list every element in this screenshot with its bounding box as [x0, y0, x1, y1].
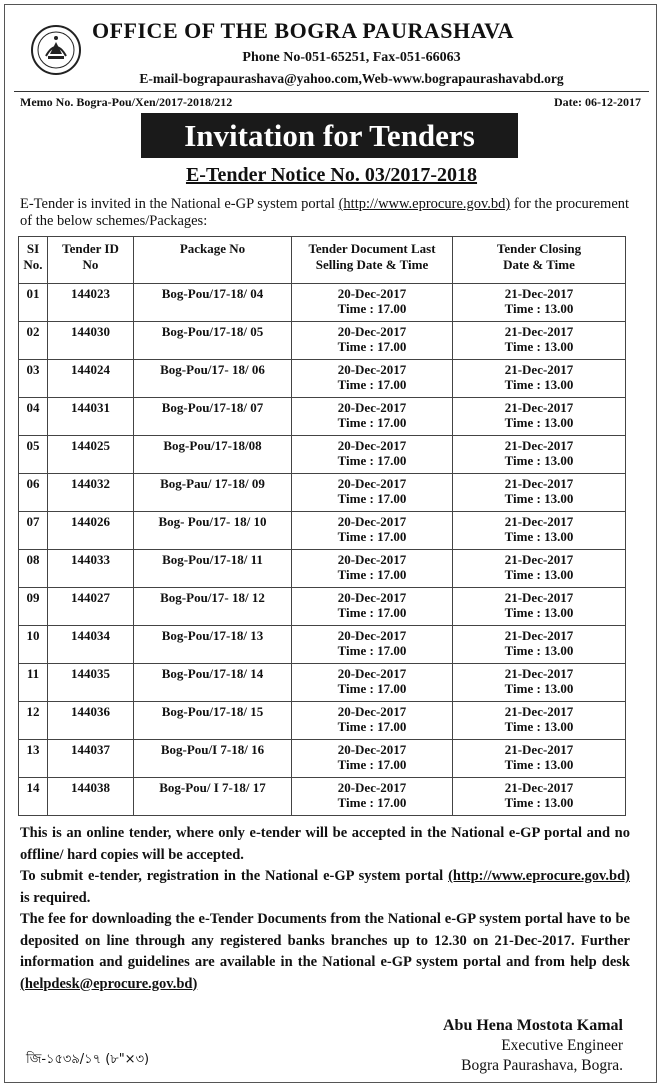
cell-tender-id: 144033: [48, 550, 134, 588]
notice-date: Date: 06-12-2017: [554, 95, 641, 109]
table-row: [19, 436, 626, 474]
cell-package: Bog-Pau/ 17-18/ 09: [134, 474, 292, 512]
table-row: [19, 360, 626, 398]
registration-link[interactable]: (http://www.eprocure.gov.bd): [448, 868, 630, 884]
table-row: [19, 398, 626, 436]
cell-selling: 20-Dec-2017 Time : 17.00: [292, 702, 453, 740]
cell-closing: 21-Dec-2017 Time : 13.00: [453, 284, 626, 322]
cell-selling: 20-Dec-2017 Time : 17.00: [292, 664, 453, 702]
cell-sl: 05: [19, 436, 48, 474]
table-row: [19, 284, 626, 322]
cell-sl: 02: [19, 322, 48, 360]
cell-selling: 20-Dec-2017 Time : 17.00: [292, 398, 453, 436]
header-selling-date: Tender Document Last Selling Date & Time: [292, 237, 453, 284]
cell-sl: 06: [19, 474, 48, 512]
publication-reference: জি-১৫৩৯/১৭ (৮"×৩): [26, 1052, 150, 1067]
memo-number: Memo No. Bogra-Pou/Xen/2017-2018/212: [20, 95, 233, 109]
cell-closing: 21-Dec-2017 Time : 13.00: [453, 702, 626, 740]
cell-package: Bog-Pou/17-18/ 15: [134, 702, 292, 740]
cell-closing: 21-Dec-2017 Time : 13.00: [453, 588, 626, 626]
para-online-tender: This is an online tender, where only e-tender will be accepted in the National e-GP portal and no offline/ hard copies will be accepted.: [20, 825, 630, 863]
cell-sl: 09: [19, 588, 48, 626]
cell-package: Bog- Pou/17- 18/ 10: [134, 512, 292, 550]
table-row: [19, 512, 626, 550]
header-sl: SI No.: [19, 237, 48, 284]
intro-text: [20, 196, 640, 230]
helpdesk-email-link[interactable]: (helpdesk@eprocure.gov.bd): [20, 975, 198, 992]
tender-table: [18, 236, 626, 816]
cell-package: Bog-Pou/17-18/ 07: [134, 398, 292, 436]
cell-tender-id: 144023: [48, 284, 134, 322]
terms-paragraphs: [20, 823, 630, 995]
cell-selling: 20-Dec-2017 Time : 17.00: [292, 740, 453, 778]
cell-closing: 21-Dec-2017 Time : 13.00: [453, 740, 626, 778]
cell-sl: 04: [19, 398, 48, 436]
intro-before: E-Tender is invited in the National e-GP system portal: [20, 196, 339, 212]
table-row: [19, 322, 626, 360]
cell-package: Bog-Pou/17-18/ 14: [134, 664, 292, 702]
cell-sl: 11: [19, 664, 48, 702]
table-row: [19, 778, 626, 816]
cell-sl: 01: [19, 284, 48, 322]
cell-tender-id: 144034: [48, 626, 134, 664]
cell-sl: 08: [19, 550, 48, 588]
cell-selling: 20-Dec-2017 Time : 17.00: [292, 322, 453, 360]
invitation-banner: Invitation for Tenders: [141, 113, 518, 158]
cell-tender-id: 144035: [48, 664, 134, 702]
cell-sl: 10: [19, 626, 48, 664]
cell-package: Bog-Pou/17- 18/ 06: [134, 360, 292, 398]
cell-selling: 20-Dec-2017 Time : 17.00: [292, 474, 453, 512]
cell-package: Bog-Pou/ I 7-18/ 17: [134, 778, 292, 816]
table-row: [19, 588, 626, 626]
cell-sl: 03: [19, 360, 48, 398]
cell-sl: 07: [19, 512, 48, 550]
cell-tender-id: 144031: [48, 398, 134, 436]
cell-closing: 21-Dec-2017 Time : 13.00: [453, 512, 626, 550]
cell-tender-id: 144032: [48, 474, 134, 512]
table-row: [19, 474, 626, 512]
cell-closing: 21-Dec-2017 Time : 13.00: [453, 360, 626, 398]
cell-tender-id: 144038: [48, 778, 134, 816]
cell-package: Bog-Pou/17-18/ 13: [134, 626, 292, 664]
cell-closing: 21-Dec-2017 Time : 13.00: [453, 474, 626, 512]
cell-selling: 20-Dec-2017 Time : 17.00: [292, 284, 453, 322]
signatory-name: Abu Hena Mostota Kamal: [443, 1017, 623, 1034]
cell-tender-id: 144036: [48, 702, 134, 740]
signature-block: [443, 1016, 623, 1076]
cell-closing: 21-Dec-2017 Time : 13.00: [453, 626, 626, 664]
cell-package: Bog-Pou/I 7-18/ 16: [134, 740, 292, 778]
intro-after: for the procurement of the below schemes/Packages:: [20, 196, 630, 229]
cell-tender-id: 144026: [48, 512, 134, 550]
cell-closing: 21-Dec-2017 Time : 13.00: [453, 550, 626, 588]
table-row: [19, 626, 626, 664]
cell-closing: 21-Dec-2017 Time : 13.00: [453, 436, 626, 474]
cell-selling: 20-Dec-2017 Time : 17.00: [292, 436, 453, 474]
signatory-title: Executive Engineer: [501, 1037, 623, 1054]
phone-fax: Phone No-051-65251, Fax-051-66063: [242, 50, 461, 65]
cell-tender-id: 144027: [48, 588, 134, 626]
table-row: [19, 550, 626, 588]
table-row: [19, 664, 626, 702]
cell-sl: 12: [19, 702, 48, 740]
cell-selling: 20-Dec-2017 Time : 17.00: [292, 588, 453, 626]
table-header-row: [19, 237, 626, 284]
para-registration: To submit e-tender, registration in the National e-GP system portal (http://www.eprocure.gov.bd) is required.: [20, 868, 630, 906]
cell-selling: 20-Dec-2017 Time : 17.00: [292, 550, 453, 588]
header-closing-date: Tender Closing Date & Time: [453, 237, 626, 284]
cell-closing: 21-Dec-2017 Time : 13.00: [453, 398, 626, 436]
cell-sl: 14: [19, 778, 48, 816]
cell-tender-id: 144025: [48, 436, 134, 474]
header-tender-id: Tender ID No: [48, 237, 134, 284]
cell-tender-id: 144030: [48, 322, 134, 360]
cell-selling: 20-Dec-2017 Time : 17.00: [292, 778, 453, 816]
cell-tender-id: 144024: [48, 360, 134, 398]
signatory-office: Bogra Paurashava, Bogra.: [461, 1057, 623, 1074]
cell-package: Bog-Pou/17-18/ 11: [134, 550, 292, 588]
cell-selling: 20-Dec-2017 Time : 17.00: [292, 512, 453, 550]
header-package: Package No: [134, 237, 292, 284]
header-divider: [14, 91, 649, 92]
cell-package: Bog-Pou/17-18/ 04: [134, 284, 292, 322]
table-row: [19, 702, 626, 740]
cell-package: Bog-Pou/17- 18/ 12: [134, 588, 292, 626]
cell-closing: 21-Dec-2017 Time : 13.00: [453, 664, 626, 702]
notice-title: E-Tender Notice No. 03/2017-2018: [185, 164, 478, 186]
cell-selling: 20-Dec-2017 Time : 17.00: [292, 626, 453, 664]
cell-selling: 20-Dec-2017 Time : 17.00: [292, 360, 453, 398]
cell-tender-id: 144037: [48, 740, 134, 778]
table-row: [19, 740, 626, 778]
email-web: E-mail-bograpaurashava@yahoo.com,Web-www.bograpaurashavabd.org: [139, 71, 564, 86]
cell-sl: 13: [19, 740, 48, 778]
cell-closing: 21-Dec-2017 Time : 13.00: [453, 778, 626, 816]
cell-closing: 21-Dec-2017 Time : 13.00: [453, 322, 626, 360]
cell-package: Bog-Pou/17-18/08: [134, 436, 292, 474]
eprocure-link[interactable]: (http://www.eprocure.gov.bd): [338, 196, 511, 212]
para-fee: The fee for downloading the e-Tender Documents from the National e-GP system portal have to be deposited on line through any registered banks branches up to 12.30 on 21-Dec-2017. Further information and guidelines are available in the National e-GP system portal and from help desk (helpdesk@eprocure.gov.bd): [20, 911, 630, 992]
cell-package: Bog-Pou/17-18/ 05: [134, 322, 292, 360]
office-title: OFFICE OF THE BOGRA PAURASHAVA: [92, 18, 515, 43]
